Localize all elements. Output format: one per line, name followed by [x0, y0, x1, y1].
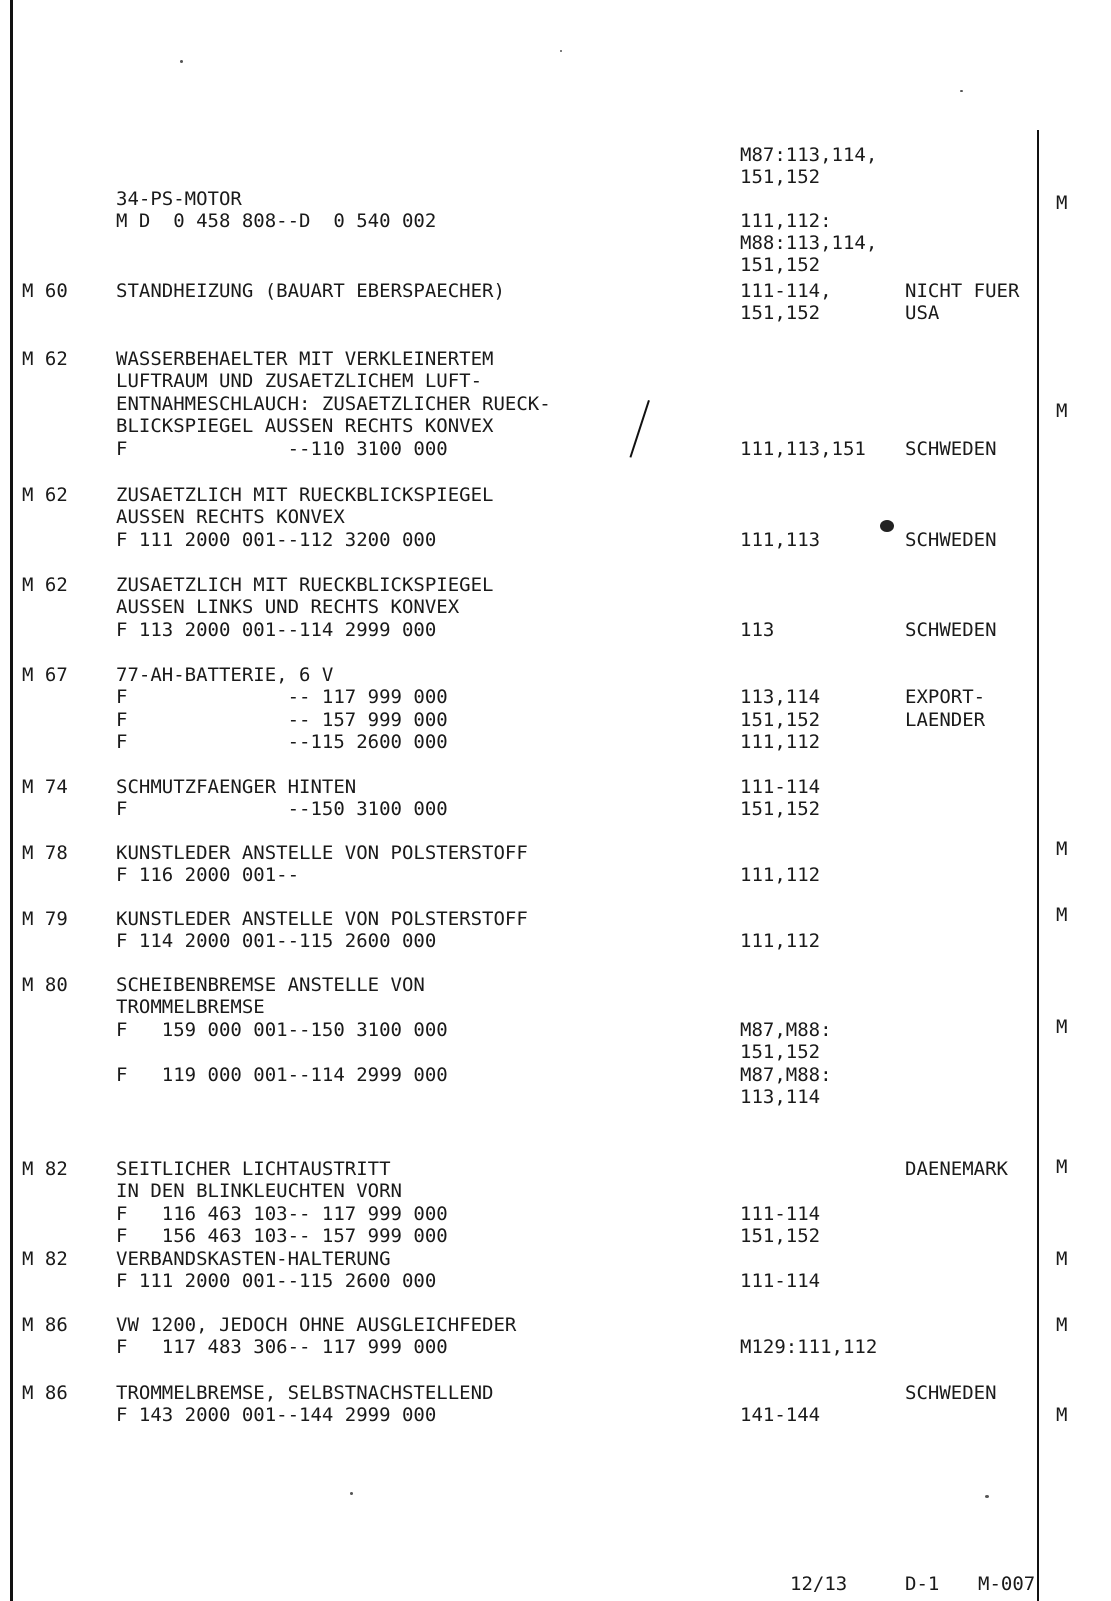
entry-description-line: F -- 157 999 000 [116, 708, 448, 731]
entry-description-line: F --150 3100 000 [116, 798, 448, 821]
side-mark: M [1056, 1016, 1068, 1038]
entry-description-line: SCHEIBENBREMSE ANSTELLE VON [116, 974, 425, 996]
entry-description-line: F 111 2000 001--112 3200 000 [116, 528, 437, 551]
entry-description-line: VERBANDSKASTEN-HALTERUNG [116, 1248, 391, 1270]
entry-description-line: TROMMELBREMSE, SELBSTNACHSTELLEND [116, 1382, 494, 1404]
entry-usage: 111-114 [740, 1270, 821, 1293]
entry-country: SCHWEDEN [905, 437, 997, 460]
scan-speck [180, 60, 183, 63]
scan-speck [350, 1492, 353, 1495]
entry-description-line: F 111 2000 001--115 2600 000 [116, 1270, 437, 1293]
entry-description-line: F 143 2000 001--144 2999 000 [116, 1404, 437, 1427]
entry-usage: 141-144 [740, 1404, 821, 1427]
entry-description-line: F --115 2600 000 [116, 731, 448, 754]
entry-description-line: STANDHEIZUNG (BAUART EBERSPAECHER) [116, 280, 505, 302]
entry-description-line: F 159 000 001--150 3100 000 [116, 1018, 448, 1041]
entry-country: EXPORT- [905, 686, 986, 709]
entry-usage: 111-114, [740, 280, 832, 302]
entry-country: LAENDER [905, 708, 986, 731]
side-mark: M [1056, 838, 1068, 860]
entry-description-line: F 114 2000 001--115 2600 000 [116, 930, 437, 953]
motor-title: 34-PS-MOTOR [116, 188, 242, 210]
entry-usage: 113,114 [740, 686, 821, 709]
entry-usage: 151,152 [740, 302, 821, 325]
footer-page-number: 12/13 [790, 1573, 848, 1595]
entry-country: USA [905, 302, 940, 325]
entry-description-line: AUSSEN RECHTS KONVEX [116, 506, 345, 529]
side-mark: M [1056, 192, 1068, 214]
entry-usage: 111,112 [740, 731, 821, 754]
entry-description-line: F 116 2000 001-- [116, 864, 300, 887]
motor-usage-line-1: 111,112: [740, 210, 832, 232]
entry-description-line: F 113 2000 001--114 2999 000 [116, 618, 437, 641]
motor-range: M D 0 458 808--D 0 540 002 [116, 210, 437, 232]
entry-description-line: 77-AH-BATTERIE, 6 V [116, 664, 334, 686]
entry-description-line: KUNSTLEDER ANSTELLE VON POLSTERSTOFF [116, 842, 528, 864]
scan-speck [960, 90, 963, 92]
entry-usage: 151,152 [740, 1225, 821, 1248]
entry-usage: M87,M88: [740, 1063, 832, 1086]
left-margin-rule [10, 0, 13, 1601]
entry-usage: 151,152 [740, 1041, 821, 1064]
entry-code: M 62 [22, 574, 68, 596]
entry-code: M 67 [22, 664, 68, 686]
entry-description-line: KUNSTLEDER ANSTELLE VON POLSTERSTOFF [116, 908, 528, 930]
entry-country: SCHWEDEN [905, 528, 997, 551]
right-margin-rule [1037, 130, 1039, 1601]
entry-code: M 86 [22, 1382, 68, 1404]
entry-description-line: F 119 000 001--114 2999 000 [116, 1063, 448, 1086]
entry-code: M 82 [22, 1158, 68, 1180]
entry-usage: 111,113 [740, 528, 821, 551]
entry-description-line: SCHMUTZFAENGER HINTEN [116, 776, 357, 798]
entry-usage: 111,112 [740, 930, 821, 953]
side-mark: M [1056, 1248, 1068, 1270]
entry-code: M 62 [22, 484, 68, 506]
entry-code: M 74 [22, 776, 68, 798]
scan-speck [985, 1495, 989, 1498]
entry-description-line: WASSERBEHAELTER MIT VERKLEINERTEM [116, 348, 494, 370]
entry-description-line: BLICKSPIEGEL AUSSEN RECHTS KONVEX [116, 415, 494, 438]
scan-speck [880, 520, 894, 532]
entry-description-line: F --110 3100 000 [116, 437, 448, 460]
entry-usage: M129:111,112 [740, 1336, 878, 1359]
entry-description-line: LUFTRAUM UND ZUSAETZLICHEM LUFT- [116, 370, 483, 393]
entry-description-line: ZUSAETZLICH MIT RUECKBLICKSPIEGEL [116, 484, 494, 506]
entry-description-line: F 156 463 103-- 157 999 000 [116, 1225, 448, 1248]
entry-usage: 151,152 [740, 798, 821, 821]
entry-country: DAENEMARK [905, 1158, 1008, 1180]
entry-country: NICHT FUER [905, 280, 1020, 302]
entry-usage: M87,M88: [740, 1018, 832, 1041]
top-usage-line-1: M87:113,114, [740, 144, 878, 166]
entry-code: M 79 [22, 908, 68, 930]
entry-code: M 78 [22, 842, 68, 864]
entry-description-line: F 116 463 103-- 117 999 000 [116, 1202, 448, 1225]
entry-description-line: ZUSAETZLICH MIT RUECKBLICKSPIEGEL [116, 574, 494, 596]
entry-description-line: F 117 483 306-- 117 999 000 [116, 1336, 448, 1359]
entry-code: M 86 [22, 1314, 68, 1336]
entry-usage: 111-114 [740, 776, 821, 798]
top-usage-line-2: 151,152 [740, 166, 821, 188]
entry-usage: 111,112 [740, 864, 821, 887]
motor-usage-line-2: M88:113,114, [740, 232, 878, 254]
entry-usage: 113,114 [740, 1086, 821, 1108]
entry-description-line: ENTNAHMESCHLAUCH: ZUSAETZLICHER RUECK- [116, 392, 551, 415]
entry-description-line: SEITLICHER LICHTAUSTRITT [116, 1158, 391, 1180]
entry-usage: 111,113,151 [740, 437, 866, 460]
entry-description-line: AUSSEN LINKS UND RECHTS KONVEX [116, 596, 460, 619]
entry-description-line: VW 1200, JEDOCH OHNE AUSGLEICHFEDER [116, 1314, 517, 1336]
entry-description-line: F -- 117 999 000 [116, 686, 448, 709]
footer-ref: M-007 [978, 1573, 1036, 1595]
entry-usage: 113 [740, 618, 775, 641]
entry-description-line: TROMMELBREMSE [116, 996, 265, 1019]
side-mark: M [1056, 1404, 1068, 1426]
entry-code: M 82 [22, 1248, 68, 1270]
side-mark: M [1056, 400, 1068, 422]
entry-usage: 151,152 [740, 708, 821, 731]
side-mark: M [1056, 904, 1068, 926]
entry-country: SCHWEDEN [905, 618, 997, 641]
entry-code: M 80 [22, 974, 68, 996]
side-mark: M [1056, 1314, 1068, 1336]
scan-speck [560, 50, 562, 52]
footer-section: D-1 [905, 1573, 940, 1595]
entry-code: M 60 [22, 280, 68, 302]
entry-description-line: IN DEN BLINKLEUCHTEN VORN [116, 1180, 402, 1203]
pen-stroke [629, 400, 649, 458]
entry-usage: 111-114 [740, 1202, 821, 1225]
motor-usage-line-3: 151,152 [740, 254, 821, 276]
entry-code: M 62 [22, 348, 68, 370]
entry-country: SCHWEDEN [905, 1382, 997, 1404]
side-mark: M [1056, 1156, 1068, 1178]
